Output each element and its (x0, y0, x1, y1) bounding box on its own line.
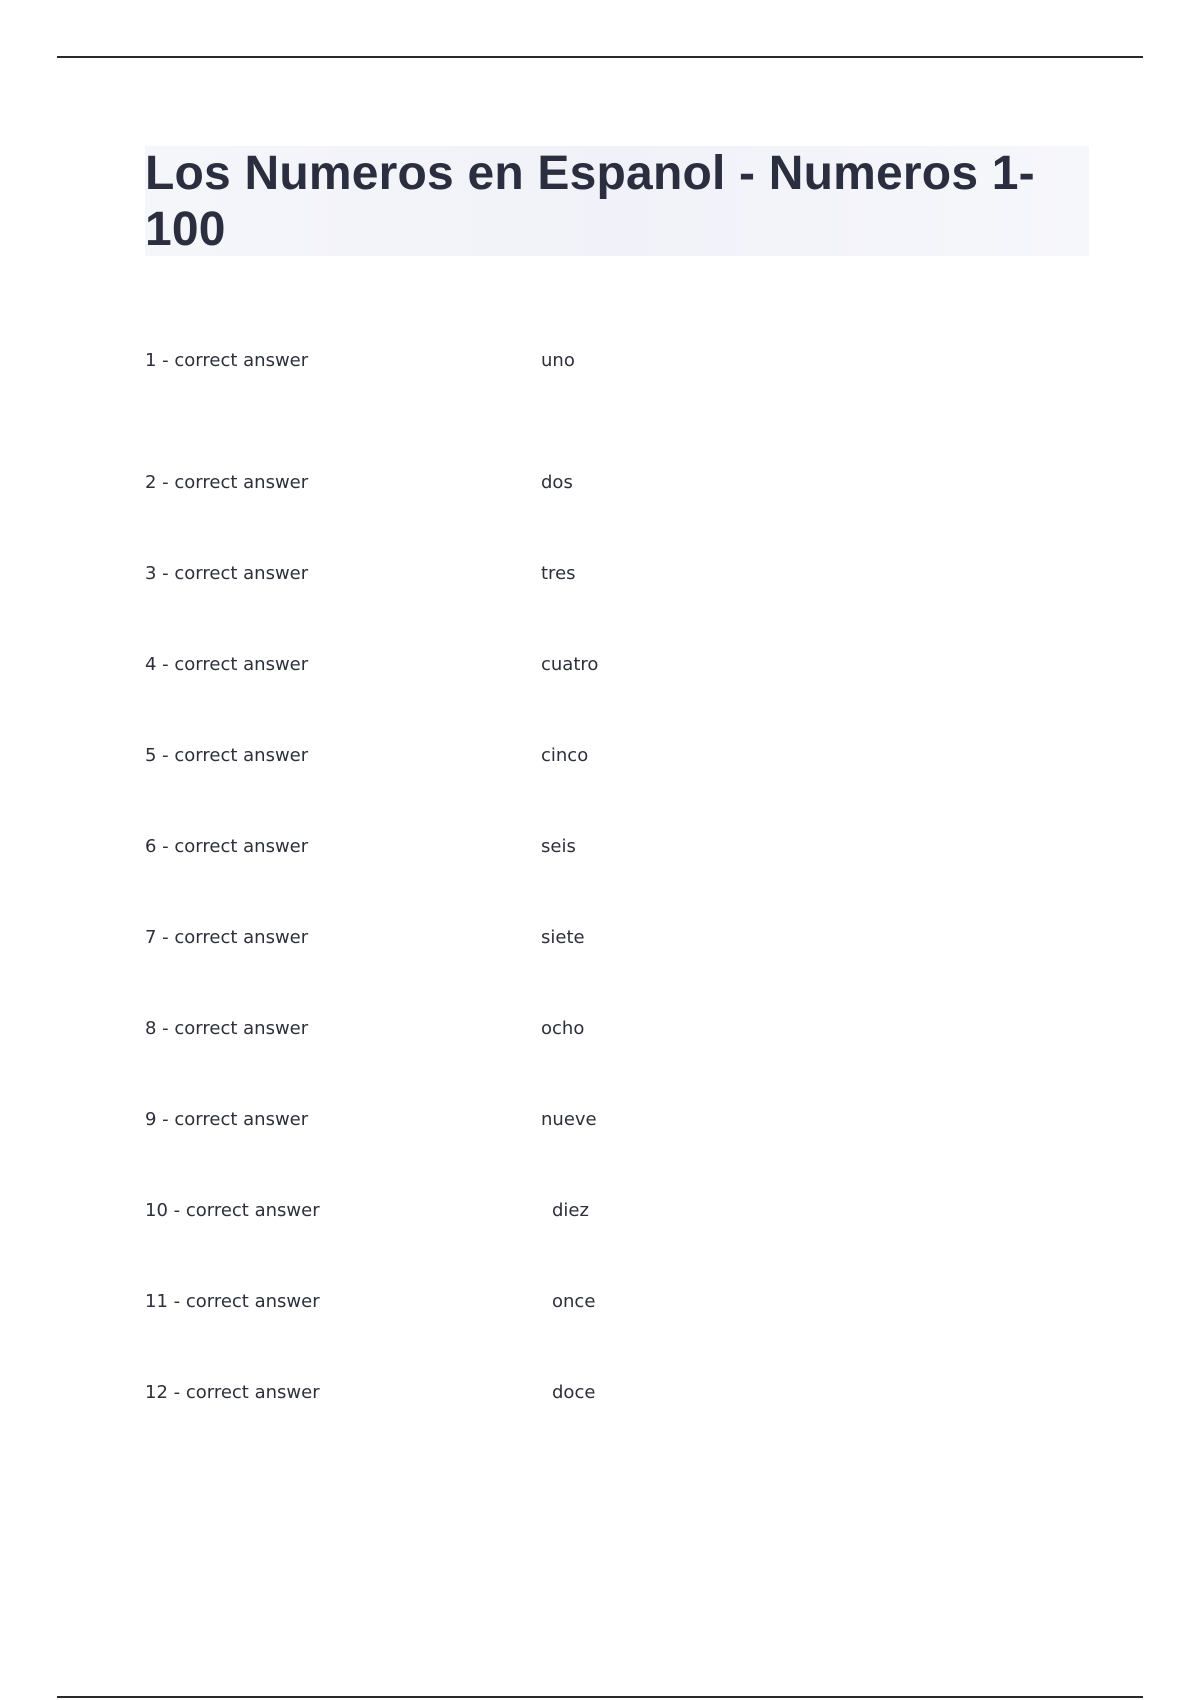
card-term: 11 - correct answer (145, 1290, 320, 1312)
page-title: Los Numeros en Espanol - Numeros 1-100 (145, 147, 1035, 256)
card-answer: uno (541, 350, 575, 371)
title-box (145, 146, 1089, 256)
list-item (145, 801, 1045, 892)
card-term: 9 - correct answer (145, 1108, 309, 1130)
list-item (145, 983, 1045, 1074)
card-answer: cinco (541, 744, 589, 766)
list-item (145, 528, 1045, 619)
list-item (145, 892, 1045, 983)
list-item (145, 1347, 1045, 1438)
card-answer: tres (541, 562, 576, 584)
top-rule (57, 56, 1143, 58)
card-term: 3 - correct answer (145, 562, 309, 584)
card-answer: ocho (541, 1017, 585, 1039)
card-term: 1 - correct answer (145, 350, 309, 371)
list-item (145, 1074, 1045, 1165)
card-term: 6 - correct answer (145, 835, 309, 857)
card-answer: nueve (541, 1108, 597, 1130)
flashcard-list (145, 346, 1045, 1438)
card-answer: doce (552, 1381, 596, 1403)
card-term: 4 - correct answer (145, 653, 309, 675)
list-item (145, 1165, 1045, 1256)
list-item (145, 437, 1045, 528)
card-term: 12 - correct answer (145, 1381, 320, 1403)
card-answer: siete (541, 926, 585, 948)
bottom-rule (57, 1696, 1143, 1698)
card-term: 8 - correct answer (145, 1017, 309, 1039)
list-item (145, 619, 1045, 710)
card-answer: diez (552, 1199, 589, 1221)
card-term: 5 - correct answer (145, 744, 309, 766)
list-item (145, 710, 1045, 801)
card-answer: once (552, 1290, 596, 1312)
card-term: 10 - correct answer (145, 1199, 320, 1221)
card-term: 2 - correct answer (145, 471, 309, 493)
card-answer: seis (541, 835, 576, 857)
card-answer: cuatro (541, 653, 599, 675)
card-answer: dos (541, 471, 573, 493)
card-term: 7 - correct answer (145, 926, 309, 948)
list-item (145, 346, 1045, 376)
list-item (145, 1256, 1045, 1347)
